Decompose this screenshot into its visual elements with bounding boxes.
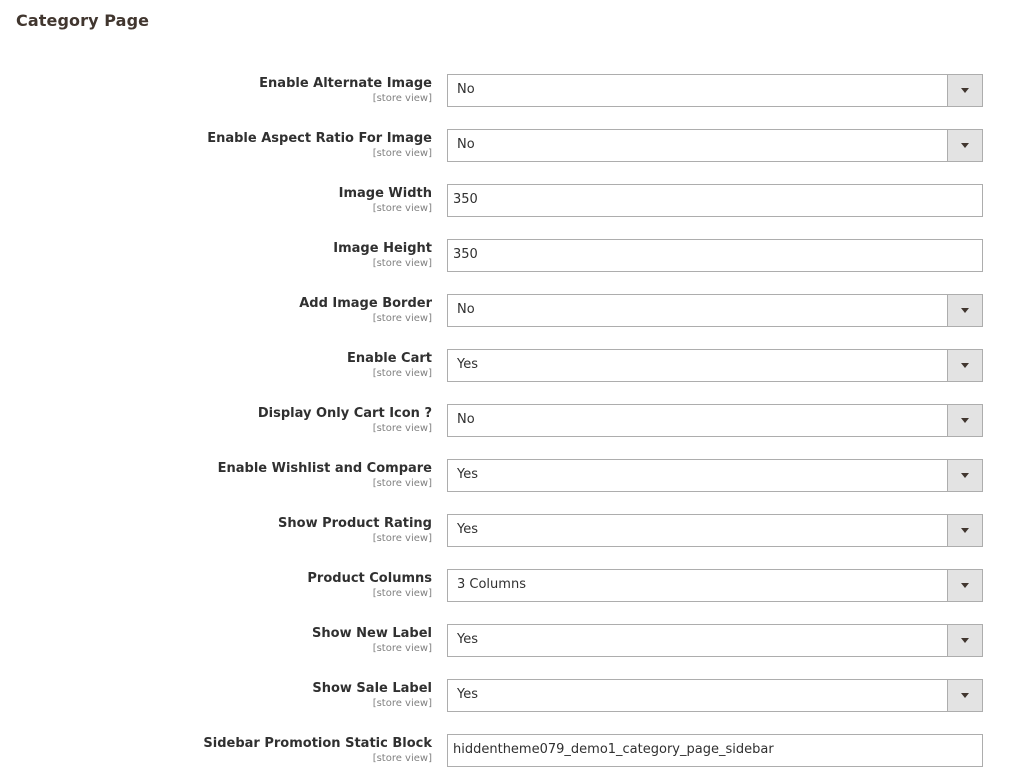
field-label: Show New Label bbox=[312, 626, 432, 641]
field-value: Yes bbox=[457, 357, 478, 372]
scope-label: [store view] bbox=[372, 368, 432, 379]
show-new-label-select[interactable] bbox=[447, 624, 983, 657]
field-label-group bbox=[312, 626, 432, 655]
field-row-enable-cart bbox=[0, 349, 1027, 389]
field-row-show-new-label bbox=[0, 624, 1027, 664]
chevron-down-icon bbox=[961, 638, 969, 643]
field-label-group bbox=[339, 186, 432, 215]
dropdown-button[interactable] bbox=[947, 625, 982, 656]
dropdown-button[interactable] bbox=[947, 680, 982, 711]
enable-wishlist-and-compare-select[interactable] bbox=[447, 459, 983, 492]
sidebar-promotion-static-block-input[interactable] bbox=[447, 734, 983, 767]
image-width-input[interactable] bbox=[447, 184, 983, 217]
field-value: Yes bbox=[457, 632, 478, 647]
field-label: Image Width bbox=[338, 186, 432, 201]
display-only-cart-icon-select[interactable] bbox=[447, 404, 983, 437]
field-value: Yes bbox=[457, 687, 478, 702]
chevron-down-icon bbox=[961, 473, 969, 478]
field-row-enable-wishlist-and-compare bbox=[0, 459, 1027, 499]
field-row-add-image-border bbox=[0, 294, 1027, 334]
scope-label: [store view] bbox=[372, 643, 432, 654]
field-row-enable-aspect-ratio-for-image bbox=[0, 129, 1027, 169]
chevron-down-icon bbox=[961, 88, 969, 93]
field-value: No bbox=[457, 82, 475, 97]
chevron-down-icon bbox=[961, 418, 969, 423]
field-label-group bbox=[312, 681, 432, 710]
enable-aspect-ratio-for-image-select[interactable] bbox=[447, 129, 983, 162]
enable-cart-select[interactable] bbox=[447, 349, 983, 382]
field-row-enable-alternate-image bbox=[0, 74, 1027, 114]
product-columns-select[interactable] bbox=[447, 569, 983, 602]
field-label: Image Height bbox=[333, 241, 432, 256]
chevron-down-icon bbox=[961, 583, 969, 588]
field-label-group bbox=[207, 131, 432, 160]
field-label: Show Product Rating bbox=[278, 516, 432, 531]
dropdown-button[interactable] bbox=[947, 350, 982, 381]
field-row-product-columns bbox=[0, 569, 1027, 609]
scope-label: [store view] bbox=[372, 423, 432, 434]
field-value: Yes bbox=[457, 522, 478, 537]
dropdown-button[interactable] bbox=[947, 405, 982, 436]
field-label-group bbox=[218, 461, 432, 490]
field-label-group bbox=[278, 516, 432, 545]
field-label-group bbox=[333, 241, 432, 270]
field-label: Add Image Border bbox=[299, 296, 432, 311]
field-value: No bbox=[457, 412, 475, 427]
scope-label: [store view] bbox=[372, 478, 432, 489]
field-value: Yes bbox=[457, 467, 478, 482]
show-product-rating-select[interactable] bbox=[447, 514, 983, 547]
field-value: 350 bbox=[453, 192, 478, 207]
chevron-down-icon bbox=[961, 363, 969, 368]
dropdown-button[interactable] bbox=[947, 75, 982, 106]
field-value: hiddentheme079_demo1_category_page_sidebar bbox=[453, 742, 774, 757]
image-height-input[interactable] bbox=[447, 239, 983, 272]
scope-label: [store view] bbox=[372, 753, 432, 764]
scope-label: [store view] bbox=[372, 258, 432, 269]
enable-alternate-image-select[interactable] bbox=[447, 74, 983, 107]
chevron-down-icon bbox=[961, 528, 969, 533]
field-value: No bbox=[457, 302, 475, 317]
dropdown-button[interactable] bbox=[947, 515, 982, 546]
field-label: Sidebar Promotion Static Block bbox=[203, 736, 432, 751]
field-label-group bbox=[307, 571, 432, 600]
field-label: Enable Wishlist and Compare bbox=[217, 461, 432, 476]
field-label: Enable Alternate Image bbox=[259, 76, 432, 91]
field-row-sidebar-promotion-static-block bbox=[0, 734, 1027, 774]
field-label-group bbox=[347, 351, 432, 380]
scope-label: [store view] bbox=[372, 148, 432, 159]
field-label: Product Columns bbox=[307, 571, 432, 586]
field-label: Enable Cart bbox=[347, 351, 432, 366]
scope-label: [store view] bbox=[372, 588, 432, 599]
field-value: 350 bbox=[453, 247, 478, 262]
field-row-show-sale-label bbox=[0, 679, 1027, 719]
section-title: Category Page bbox=[16, 11, 150, 30]
chevron-down-icon bbox=[961, 693, 969, 698]
scope-label: [store view] bbox=[372, 313, 432, 324]
field-row-image-height bbox=[0, 239, 1027, 279]
chevron-down-icon bbox=[961, 143, 969, 148]
dropdown-button[interactable] bbox=[947, 570, 982, 601]
field-label: Show Sale Label bbox=[312, 681, 432, 696]
field-label-group bbox=[203, 736, 432, 765]
add-image-border-select[interactable] bbox=[447, 294, 983, 327]
field-label-group bbox=[258, 406, 432, 435]
field-row-image-width bbox=[0, 184, 1027, 224]
scope-label: [store view] bbox=[372, 93, 432, 104]
chevron-down-icon bbox=[961, 308, 969, 313]
dropdown-button[interactable] bbox=[947, 460, 982, 491]
field-label: Display Only Cart Icon ? bbox=[257, 406, 432, 421]
dropdown-button[interactable] bbox=[947, 130, 982, 161]
field-label: Enable Aspect Ratio For Image bbox=[207, 131, 432, 146]
field-row-show-product-rating bbox=[0, 514, 1027, 554]
scope-label: [store view] bbox=[372, 203, 432, 214]
field-value: No bbox=[457, 137, 475, 152]
scope-label: [store view] bbox=[372, 533, 432, 544]
dropdown-button[interactable] bbox=[947, 295, 982, 326]
scope-label: [store view] bbox=[372, 698, 432, 709]
field-value: 3 Columns bbox=[457, 577, 526, 592]
field-label-group bbox=[259, 76, 432, 105]
field-label-group bbox=[299, 296, 432, 325]
show-sale-label-select[interactable] bbox=[447, 679, 983, 712]
field-row-display-only-cart-icon bbox=[0, 404, 1027, 444]
